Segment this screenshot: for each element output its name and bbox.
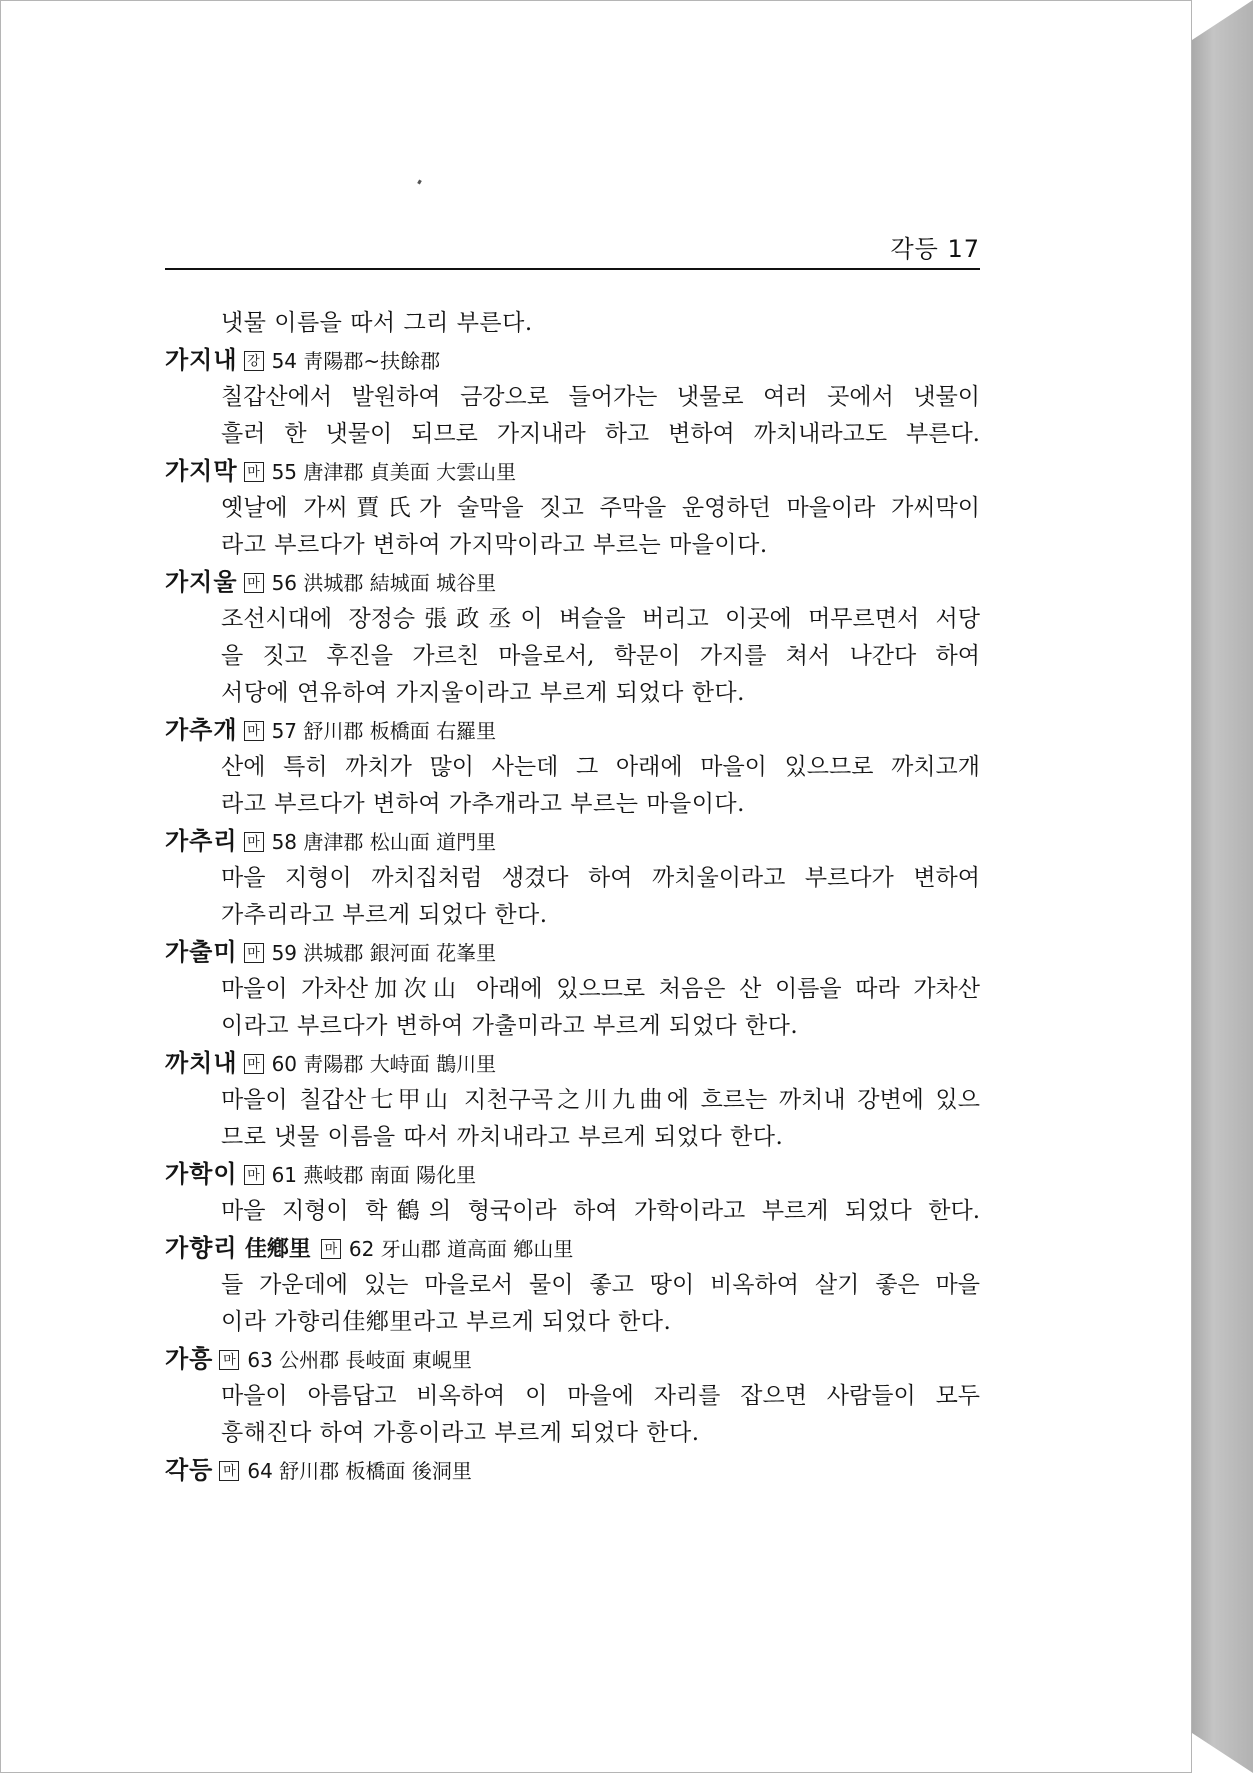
entry-text-line: 마을 지형이 까치집처럼 생겼다 하여 까치울이라고 부르다가 변하여: [221, 865, 980, 891]
entry-location: 64 舒川郡 板橋面 後洞里: [247, 1459, 472, 1483]
entry-text-line: 이라 가향리佳鄕里라고 부르게 되었다 한다.: [221, 1309, 672, 1335]
entry-type-tag: 마: [244, 721, 264, 741]
entry-type-tag: 마: [244, 573, 264, 593]
entry-heading: [165, 1230, 980, 1267]
entry-headword: 가지울: [165, 568, 238, 596]
entry-location: 63 公州郡 長岐面 東峴里: [247, 1348, 472, 1372]
entry-type-tag: 강: [244, 351, 264, 371]
entry-heading: [165, 453, 980, 490]
entry-type-tag: 마: [244, 943, 264, 963]
entry-text-line: 마을이 가차산加次山 아래에 있으므로 처음은 산 이름을 따라 가차산: [221, 976, 980, 1002]
running-header: [165, 232, 980, 268]
entry-text-line: 흘러 한 냇물이 되므로 가지내라 하고 변하여 까치내라고도 부른다.: [221, 421, 980, 447]
entry-headword: 가지막: [165, 457, 238, 485]
entry-heading: [165, 1452, 980, 1489]
entry-headword: 가추개: [165, 716, 238, 744]
entry-text-line: 마을 지형이 학鶴의 형국이라 하여 가학이라고 부르게 되었다 한다.: [221, 1198, 980, 1224]
entry-text-line: 이라고 부르다가 변하여 가출미라고 부르게 되었다 한다.: [221, 1013, 799, 1039]
entry-headword: 가지내: [165, 346, 238, 374]
header-rule: [165, 268, 980, 270]
entry-text-line: 라고 부르다가 변하여 가추개라고 부르는 마을이다.: [221, 791, 745, 817]
entry-headword: 가학이: [165, 1160, 238, 1188]
entry-heading: [165, 712, 980, 749]
entry-location: 59 洪城郡 銀河面 花峯里: [271, 941, 497, 965]
entry-type-tag: 마: [244, 1054, 264, 1074]
entry-headword: 까치내: [165, 1049, 238, 1077]
page-edge-top-corner: [1192, 0, 1253, 40]
entry-location: 55 唐津郡 貞美面 大雲山里: [271, 460, 517, 484]
entry-type-tag: 마: [219, 1350, 239, 1370]
entry-location: 56 洪城郡 結城面 城谷里: [271, 571, 497, 595]
entry-type-tag: 마: [244, 462, 264, 482]
entry-text-line: 므로 냇물 이름을 따서 까치내라고 부르게 되었다 한다.: [221, 1124, 784, 1150]
entry-text-line: 라고 부르다가 변하여 가지막이라고 부르는 마을이다.: [221, 532, 768, 558]
entry-text-line: 산에 특히 까치가 많이 사는데 그 아래에 마을이 있으므로 까치고개: [221, 754, 980, 780]
running-head-text: 각등 17: [890, 235, 980, 263]
entry-heading: [165, 1341, 980, 1378]
entry-text-line: 흥해진다 하여 가흥이라고 부르게 되었다 한다.: [221, 1420, 700, 1446]
entry-heading: [165, 1156, 980, 1193]
entry-text-line: 마을이 칠갑산七甲山 지천구곡之川九曲에 흐르는 까치내 강변에 있으: [221, 1087, 980, 1113]
entry-type-tag: 마: [244, 832, 264, 852]
entry-headword: 가향리: [165, 1234, 238, 1262]
entry-heading: [165, 823, 980, 860]
entry-heading: [165, 934, 980, 971]
entry-headword: 가추리: [165, 827, 238, 855]
entry-text-line: 서당에 연유하여 가지울이라고 부르게 되었다 한다.: [221, 680, 745, 706]
continuation-line: 냇물 이름을 따서 그리 부른다.: [221, 310, 533, 336]
entry-heading: [165, 1045, 980, 1082]
entry-location: 57 舒川郡 板橋面 右羅里: [271, 719, 497, 743]
entry-headword: 가흥: [165, 1345, 214, 1373]
entry-headword: 각등: [165, 1456, 214, 1484]
entry-location: 60 靑陽郡 大峙面 鵲川里: [271, 1052, 497, 1076]
entry-type-tag: 마: [321, 1239, 341, 1259]
entry-heading: [165, 564, 980, 601]
entry-text-line: 칠갑산에서 발원하여 금강으로 들어가는 냇물로 여러 곳에서 냇물이: [221, 384, 980, 410]
entry-text-line: 마을이 아름답고 비옥하여 이 마을에 자리를 잡으면 사람들이 모두: [221, 1383, 980, 1409]
page-edge-bottom-corner: [1192, 1733, 1253, 1773]
entry-text-line: 가추리라고 부르게 되었다 한다.: [221, 902, 548, 928]
entry-hanja-name: 佳鄕里: [244, 1236, 311, 1262]
entry-type-tag: 마: [219, 1461, 239, 1481]
entry-location: 61 燕岐郡 南面 陽化里: [271, 1163, 477, 1187]
entry-location: 62 牙山郡 道高面 鄕山里: [348, 1237, 574, 1261]
entry-text-line: 옛날에 가씨賈氏가 술막을 짓고 주막을 운영하던 마을이라 가씨막이: [221, 495, 980, 521]
entry-location: 58 唐津郡 松山面 道門里: [271, 830, 497, 854]
entry-text-line: 을 짓고 후진을 가르친 마을로서, 학문이 가지를 쳐서 나간다 하여: [221, 643, 980, 669]
entry-text-line: 조선시대에 장정승張政丞이 벼슬을 버리고 이곳에 머무르면서 서당: [221, 606, 980, 632]
entry-text-line: 들 가운데에 있는 마을로서 물이 좋고 땅이 비옥하여 살기 좋은 마을: [221, 1272, 980, 1298]
entry-type-tag: 마: [244, 1165, 264, 1185]
entry-headword: 가출미: [165, 938, 238, 966]
page-body: [165, 305, 980, 1489]
page-stack-edge: [1192, 0, 1253, 1773]
entry-location: 54 靑陽郡~扶餘郡: [271, 349, 441, 373]
entry-heading: [165, 342, 980, 379]
